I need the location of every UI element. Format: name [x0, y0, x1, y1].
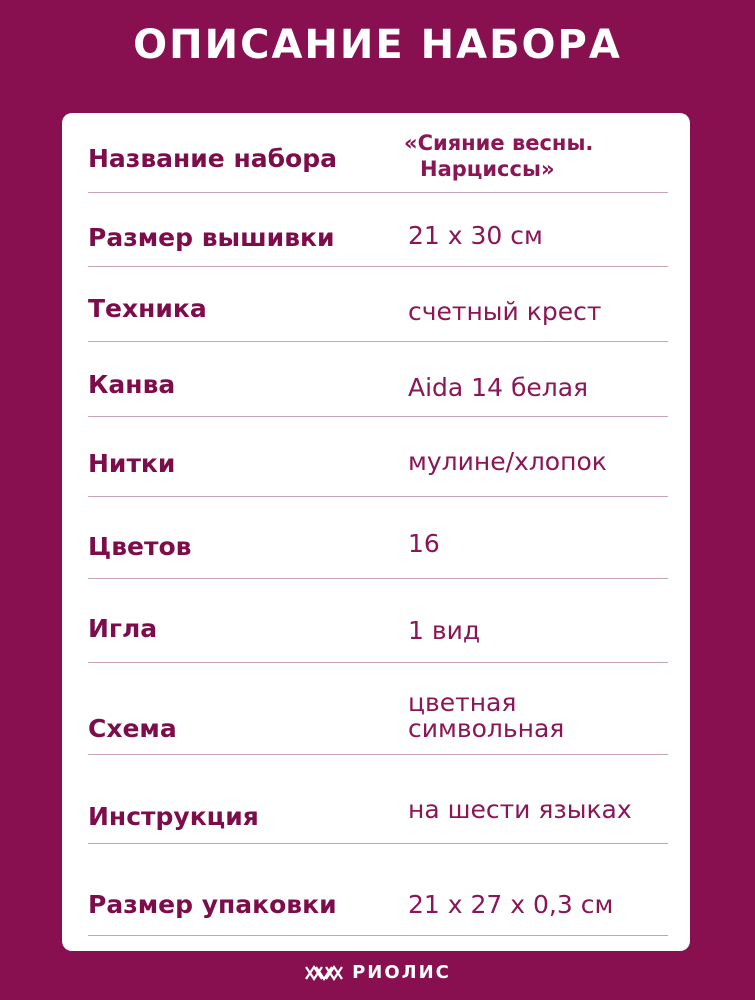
row-colors: [88, 497, 668, 579]
row-value-line2: символьная: [408, 714, 565, 743]
row-label: Размер упаковки: [88, 890, 337, 919]
kit-description-card: [62, 113, 690, 951]
brand-name: РИОЛИС: [352, 962, 451, 983]
row-value-line1: «Сияние весны.: [404, 131, 594, 155]
row-label: Размер вышивки: [88, 223, 335, 252]
row-needle: [88, 579, 668, 663]
row-instruction: [88, 755, 668, 844]
row-kit-name: [88, 113, 668, 193]
row-value: [408, 690, 564, 742]
page-title: ОПИСАНИЕ НАБОРА: [133, 22, 622, 68]
row-technique: [88, 267, 668, 342]
row-label: Игла: [88, 614, 158, 643]
row-threads: [88, 417, 668, 497]
row-canvas: [88, 342, 668, 417]
row-value-line2: Нарциссы»: [420, 157, 555, 181]
row-value: 16: [408, 529, 440, 558]
row-label: Канва: [88, 370, 176, 399]
row-package-size: [88, 844, 668, 936]
row-scheme: [88, 663, 668, 755]
row-value: 21 х 30 см: [408, 221, 543, 250]
row-embroidery-size: [88, 193, 668, 267]
row-label: Техника: [88, 294, 207, 323]
row-value: Aida 14 белая: [408, 373, 589, 402]
riolis-logo-icon: [304, 963, 344, 983]
row-label: Нитки: [88, 449, 176, 478]
row-label: Название набора: [88, 144, 337, 173]
row-value: счетный крест: [408, 297, 602, 326]
row-value-line1: цветная: [408, 688, 517, 717]
row-value: на шести языках: [408, 795, 632, 824]
row-label: Схема: [88, 714, 177, 743]
row-value: мулине/хлопок: [408, 447, 607, 476]
row-value: [404, 130, 593, 182]
row-value: 21 х 27 х 0,3 см: [408, 890, 614, 919]
row-value: 1 вид: [408, 616, 481, 645]
brand-logo: [0, 962, 755, 983]
row-label: Цветов: [88, 532, 192, 561]
row-label: Инструкция: [88, 802, 259, 831]
